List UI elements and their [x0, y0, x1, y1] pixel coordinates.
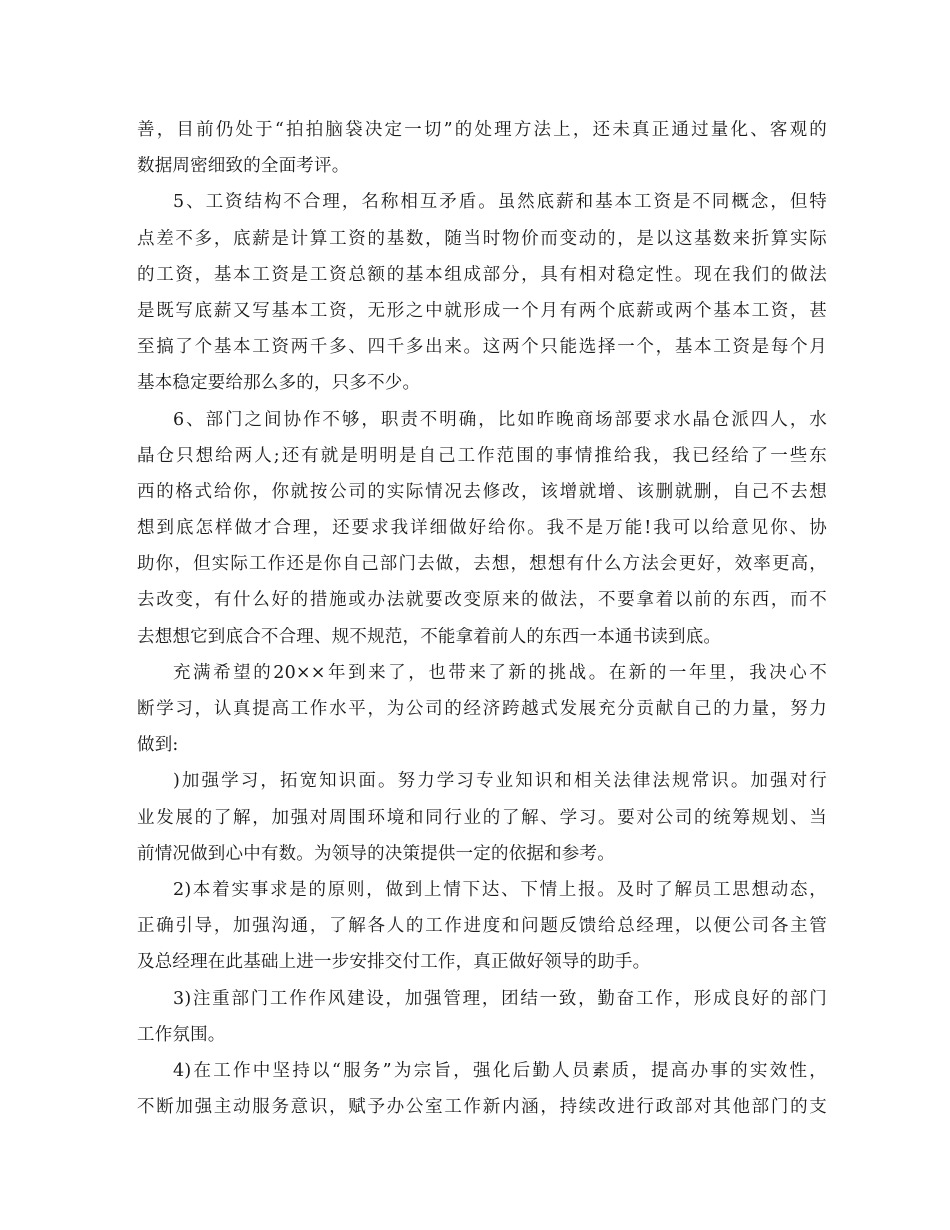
text-line: 助你，但实际工作还是你自己部门去做，去想，想想有什么方法会更好，效率更高，	[137, 554, 827, 575]
text-line: 前情况做到心中有数。为领导的决策提供一定的依据和参考。	[137, 843, 615, 864]
text-line: 至搞了个基本工资两千多、四千多出来。这两个只能选择一个，基本工资是每个月	[137, 337, 827, 358]
text-line: 正确引导，加强沟通，了解各人的工作进度和问题反馈给总经理，以便公司各主管	[137, 916, 827, 937]
text-line: 去想想它到底合不合理、规不规范，不能拿着前人的东西一本通书读到底。	[137, 626, 722, 647]
text-line: )加强学习，拓宽知识面。努力学习专业知识和相关法律法规常识。加强对行	[173, 771, 827, 792]
text-line: 是既写底薪又写基本工资，无形之中就形成一个月有两个底薪或两个基本工资，甚	[137, 300, 827, 321]
text-line: 去改变，有什么好的措施或办法就要改变原来的做法，不要拿着以前的东西，而不	[137, 590, 827, 611]
text-line: 及总经理在此基础上进一步安排交付工作，真正做好领导的助手。	[137, 952, 651, 973]
text-line: 善，目前仍处于“拍拍脑袋决定一切”的处理方法上，还未真正通过量化、客观的	[137, 120, 827, 140]
text-line: 断学习，认真提高工作水平，为公司的经济跨越式发展充分贡献自己的力量，努力	[137, 699, 827, 719]
text-line: 4)在工作中坚持以“服务”为宗旨，强化后勤人员素质，提高办事的实效性，	[173, 1060, 827, 1081]
text-line: 2)本着实事求是的原则，做到上情下达、下情上报。及时了解员工思想动态，	[173, 879, 827, 900]
text-line: 点差不多，底薪是计算工资的基数，随当时物价而变动的，是以这基数来折算实际	[137, 228, 827, 249]
document-body	[137, 112, 827, 1125]
text-line: 不断加强主动服务意识，赋予办公室工作新内涵，持续改进行政部对其他部门的支	[137, 1097, 827, 1118]
text-line: 晶仓只想给两人;还有就是明明是自己工作范围的事情推给我，我已经给了一些东	[137, 445, 827, 466]
text-line: 6、部门之间协作不够，职责不明确，比如昨晚商场部要求水晶仓派四人，水	[173, 409, 827, 430]
text-line: 西的格式给你，你就按公司的实际情况去修改，该增就增、该删就删，自己不去想	[137, 481, 827, 502]
text-line: 业发展的了解，加强对周围环境和同行业的了解、学习。要对公司的统筹规划、当	[137, 807, 827, 828]
text-line: 3)注重部门工作作风建设，加强管理，团结一致，勤奋工作，形成良好的部门	[173, 988, 827, 1009]
text-line: 充满希望的20××年到来了，也带来了新的挑战。在新的一年里，我决心不	[173, 662, 827, 683]
text-line: 工作氛围。	[137, 1024, 226, 1045]
text-line: 的工资，基本工资是工资总额的基本组成部分，具有相对稳定性。现在我们的做法	[137, 264, 827, 285]
text-line: 5、工资结构不合理，名称相互矛盾。虽然底薪和基本工资是不同概念，但特	[173, 192, 827, 213]
text-line: 数据周密细致的全面考评。	[137, 156, 350, 177]
text-line: 基本稳定要给那么多的，只多不少。	[137, 373, 421, 394]
text-line: 做到:	[137, 735, 179, 756]
text-line: 想到底怎样做才合理，还要求我详细做好给你。我不是万能!我可以给意见你、协	[137, 518, 827, 539]
